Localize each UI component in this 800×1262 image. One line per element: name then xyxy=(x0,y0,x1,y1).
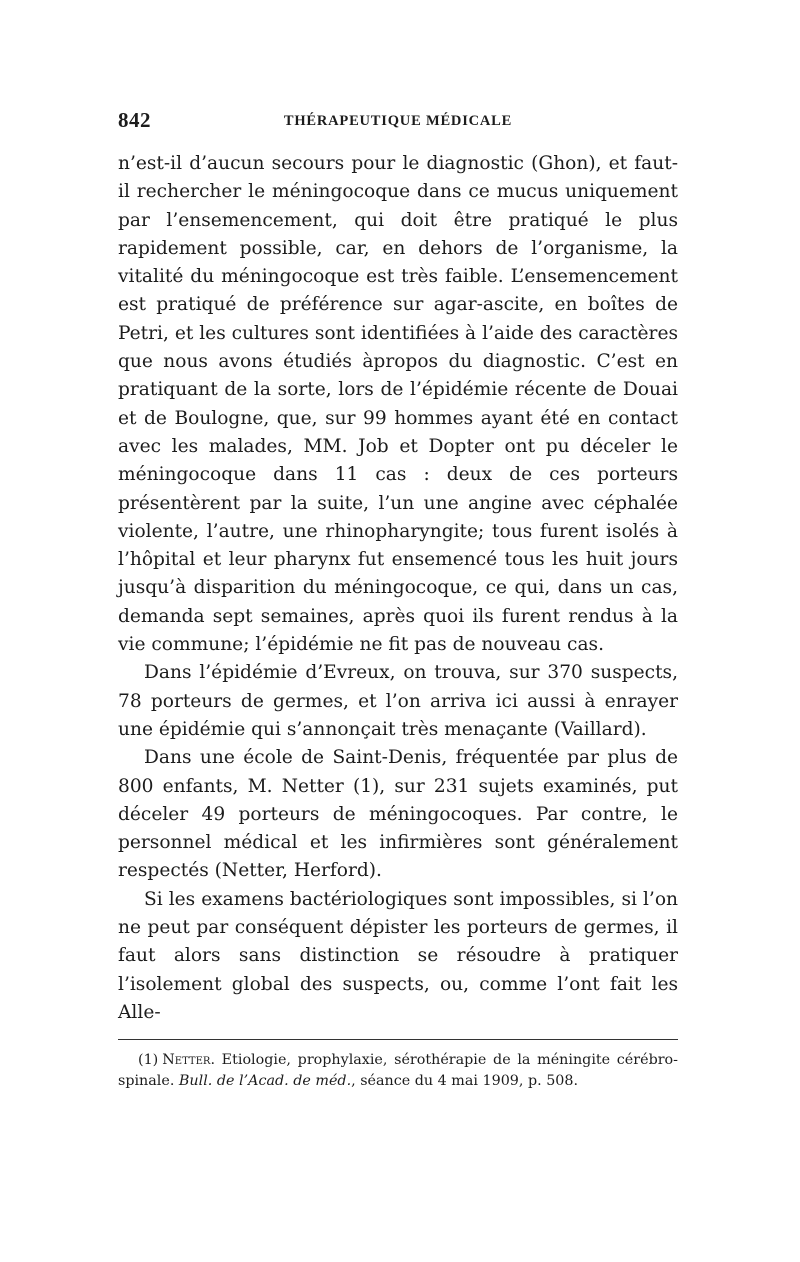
paragraph: Dans l’épidémie d’Evreux, on trouva, sur 370 suspects, 78 porteurs de germes, et l’on arriva ici aussi à enrayer une épidémie qui s’annonçait très menaçante (Vaillard). xyxy=(118,662,678,740)
body-text xyxy=(118,150,678,1027)
paragraph: Si les examens bactériologiques sont impossibles, si l’on ne peut par conséquent dépister les porteurs de germes, il faut alors sans distinction se résoudre à pratiquer l’isolement global des suspects, ou, comme l’ont fait les Alle- xyxy=(118,888,678,1023)
footnote-details: , séance du 4 mai 1909, p. 508. xyxy=(351,1073,579,1090)
footnote-author: Netter xyxy=(162,1052,211,1069)
page-number: 842 xyxy=(118,108,151,132)
footnote-journal: Bull. de l’Acad. de méd. xyxy=(178,1073,352,1090)
running-head xyxy=(118,108,678,138)
book-page xyxy=(118,108,678,1092)
paragraph: Dans une école de Saint-Denis, fréquentée par plus de 800 enfants, M. Netter (1), sur 231 sujets examinés, put déceler 49 porteurs de méningocoques. Par contre, le personnel médical et les infirmières sont généralement respectés (Netter, Herford). xyxy=(118,747,678,882)
footnote-text: . Etiologie, prophylaxie, sérothérapie de la méningite cérébro-spinale. xyxy=(118,1052,678,1090)
footnote-marker: (1) xyxy=(138,1052,159,1069)
footnote-divider xyxy=(118,1039,678,1040)
running-title: THÉRAPEUTIQUE MÉDICALE xyxy=(283,113,513,129)
paragraph: n’est-il d’aucun secours pour le diagnostic (Ghon), et faut-il rechercher le méningocoque dans ce mucus uniquement par l’ensemencement, qui doit être pratiqué le plus rapidement possible, car, en dehors de l’organisme, la vitalité du méningocoque est très faible. L’ensemencement est pratiqué de préférence sur agar-ascite, en boîtes de Petri, et les cultures sont identifiées à l’aide des caractères que nous avons étudiés àpropos du diagnostic. C’est en pratiquant de la sorte, lors de l’épidémie récente de Douai et de Boulogne, que, sur 99 hommes ayant été en contact avec les malades, MM. Job et Dopter ont pu déceler le méningocoque dans 11 cas : deux de ces porteurs présentèrent par la suite, l’un une angine avec céphalée violente, l’autre, une rhinopharyngite; tous furent isolés à l’hôpital et leur pharynx fut ensemencé tous les huit jours jusqu’à disparition du méningocoque, ce qui, dans un cas, demanda sept semaines, après quoi ils furent rendus à la vie commune; l’épidémie ne fit pas de nouveau cas. xyxy=(118,153,678,656)
footnote xyxy=(118,1050,678,1092)
